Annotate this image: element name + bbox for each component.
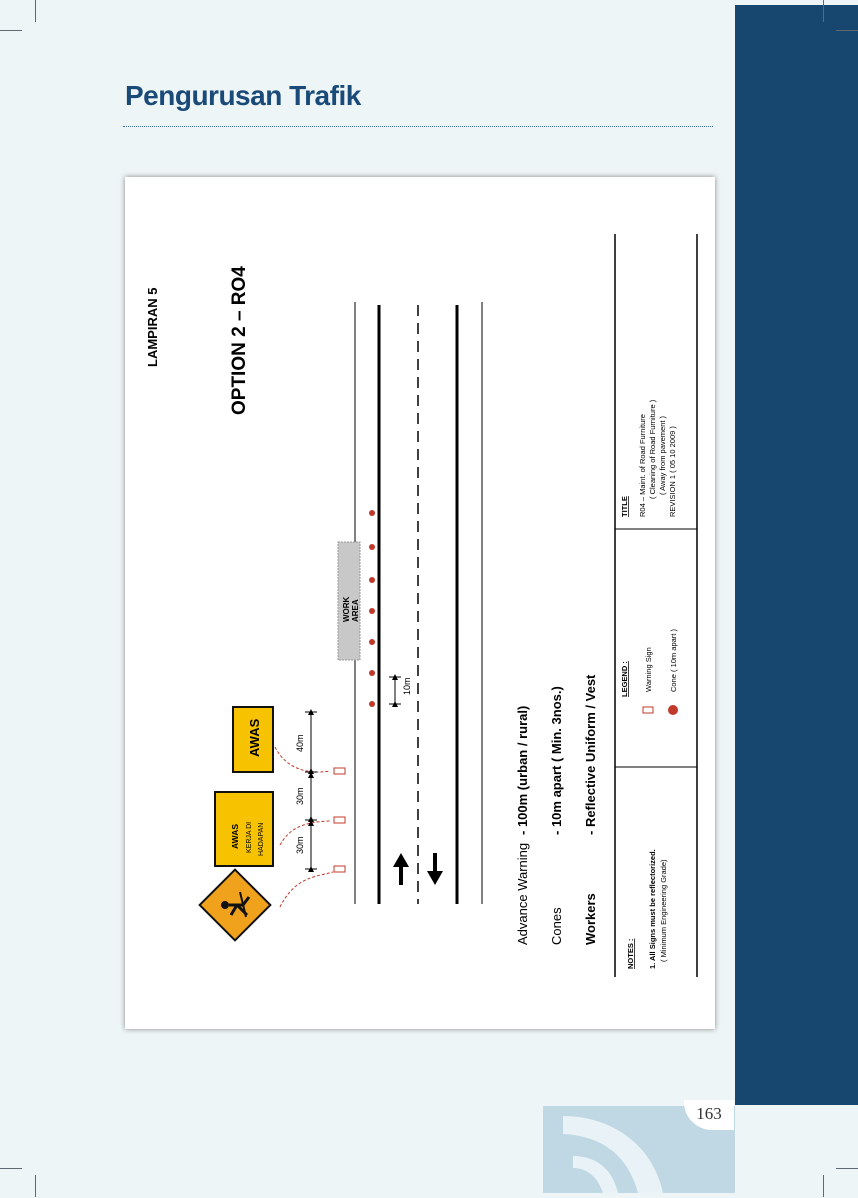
direction-arrow-down	[427, 853, 443, 885]
title-line-2: ( Cleaning of Road Furniture )	[648, 399, 657, 499]
spec-value-advance: - 100m (urban / rural)	[515, 705, 530, 835]
page-number: 163	[684, 1100, 734, 1130]
cone-gap-label: 10m	[402, 677, 412, 695]
dimension-lines	[305, 712, 317, 869]
table-text	[620, 399, 678, 969]
legend-heading: LEGEND :	[620, 661, 629, 697]
crop-mark	[836, 1168, 858, 1169]
legend-warning-sign: Warning Sign	[644, 647, 653, 692]
notes-line-2: ( Minimum Engineering Grade)	[659, 859, 668, 962]
distance-label-3: 40m	[295, 734, 305, 752]
distance-label-2: 30m	[295, 787, 305, 805]
awas-kerja-sign	[215, 792, 273, 866]
sidebar-band	[735, 5, 858, 1105]
option-heading: OPTION 2 – RO4	[229, 266, 250, 415]
sign-position-arrows	[275, 747, 333, 907]
crop-mark	[35, 0, 36, 22]
warning-sign-markers	[334, 768, 345, 872]
cone-gap-dimension	[389, 677, 401, 704]
worker-warning-sign	[200, 870, 271, 941]
title-heading: TITLE	[620, 496, 629, 517]
legend-cone-symbol	[668, 705, 678, 715]
title-line-4: REVISION 1 ( 05 10 2009 )	[668, 426, 677, 517]
traffic-plan-drawing	[125, 177, 715, 1029]
legend-warning-sign-symbol	[643, 707, 653, 713]
spec-value-cones: - 10m apart ( Min. 3nos.)	[549, 686, 564, 835]
crop-mark	[823, 0, 824, 22]
road-lines	[355, 302, 482, 904]
title-divider	[123, 126, 713, 127]
title-line-3: ( Away from pavement )	[658, 415, 667, 495]
sign-text-awas-2: AWAS	[247, 718, 262, 757]
crop-mark	[0, 30, 22, 31]
work-area	[338, 542, 360, 660]
traffic-plan-figure	[125, 177, 715, 1029]
work-area-text-1: WORK	[342, 596, 351, 622]
title-line-1: R04 – Maint. of Road Furniture	[638, 414, 647, 517]
crop-mark	[823, 1175, 824, 1197]
spec-label-cones: Cones	[549, 907, 564, 945]
page-title: Pengurusan Trafik	[125, 80, 361, 111]
work-area-text-2: AREA	[351, 599, 360, 622]
notes-line-1: 1. All Signs must be reflectorized.	[648, 849, 657, 969]
cones	[369, 510, 375, 707]
direction-arrow-up	[393, 853, 409, 885]
notes-heading: NOTES :	[626, 938, 635, 969]
crop-mark	[0, 1168, 22, 1169]
spec-label-advance: Advance Warning	[515, 842, 530, 945]
legend-cone: Cone ( 10m apart )	[669, 629, 678, 692]
sign-text-awas: AWAS	[230, 823, 240, 849]
distance-label-1: 30m	[295, 836, 305, 854]
specs-block	[515, 674, 598, 945]
awas-sign	[233, 707, 273, 772]
spec-label-workers: Workers	[583, 893, 598, 945]
annex-label: LAMPIRAN 5	[145, 287, 160, 367]
spec-value-workers: - Reflective Uniform / Vest	[583, 674, 598, 835]
crop-mark	[35, 1175, 36, 1197]
sign-text-kerja: KERJA DI	[246, 821, 253, 853]
sign-text-hadapan: HADAPAN	[258, 822, 265, 856]
crop-mark	[836, 30, 858, 31]
